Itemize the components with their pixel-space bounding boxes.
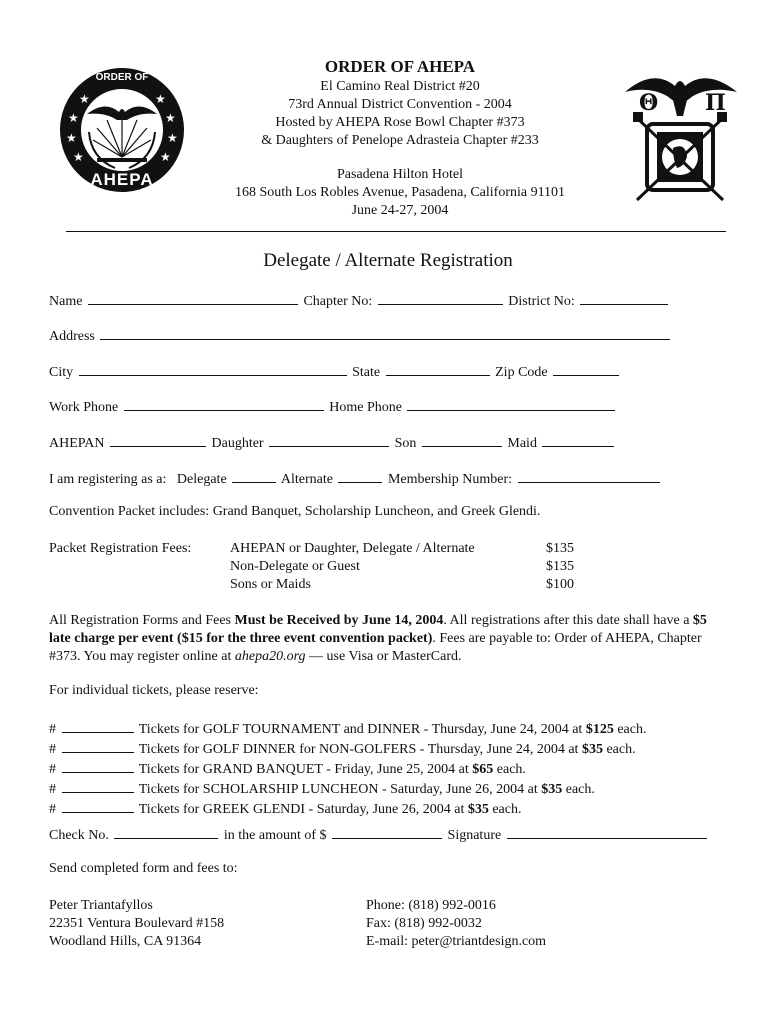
ticket-qty-field[interactable] bbox=[62, 739, 134, 753]
zip-label: Zip Code bbox=[495, 365, 548, 380]
form-title: Delegate / Alternate Registration bbox=[263, 250, 513, 271]
name-field[interactable] bbox=[88, 291, 298, 305]
fee-price: $135 bbox=[546, 541, 574, 556]
chapter-field[interactable] bbox=[378, 291, 503, 305]
contact-name: Peter Triantafyllos bbox=[49, 898, 153, 913]
fee-desc: Non-Delegate or Guest bbox=[230, 559, 360, 574]
alternate-label: Alternate bbox=[280, 472, 333, 487]
fee-desc: Sons or Maids bbox=[230, 577, 311, 592]
daughter-field[interactable] bbox=[269, 433, 389, 447]
check-no-field[interactable] bbox=[114, 825, 218, 839]
son-label: Son bbox=[394, 436, 417, 451]
svg-text:★: ★ bbox=[66, 131, 77, 145]
address-label: Address bbox=[49, 329, 95, 344]
row-member-type bbox=[49, 433, 616, 452]
son-field[interactable] bbox=[422, 433, 502, 447]
svg-text:★: ★ bbox=[68, 111, 79, 125]
daughters-line: & Daughters of Penelope Adrasteia Chapter #233 bbox=[261, 133, 539, 148]
ahepa-emblem-logo bbox=[615, 62, 745, 204]
notice-text: . Fees are payable to: Order of AHEPA, Chapter #373. You may register online at bbox=[49, 631, 702, 664]
amount-field[interactable] bbox=[332, 825, 442, 839]
row-check bbox=[49, 825, 709, 844]
svg-text:★: ★ bbox=[167, 131, 178, 145]
tickets-list bbox=[49, 719, 646, 819]
delegate-field[interactable] bbox=[232, 469, 276, 483]
contact-info bbox=[366, 897, 546, 951]
contact-phone: Phone: (818) 992-0016 bbox=[366, 898, 496, 913]
ticket-qty-field[interactable] bbox=[62, 759, 134, 773]
pi-letter: Π bbox=[705, 90, 726, 116]
delegate-label: Delegate bbox=[176, 472, 227, 487]
ticket-row: # Tickets for GREEK GLENDI - Saturday, June 26, 2004 at $35 each. bbox=[49, 799, 646, 819]
seal-bottom-text: AHEPA bbox=[90, 170, 154, 189]
svg-text:★: ★ bbox=[160, 150, 171, 164]
row-registering bbox=[49, 469, 662, 488]
membership-field[interactable] bbox=[518, 469, 660, 483]
city-label: City bbox=[49, 365, 74, 380]
name-label: Name bbox=[49, 294, 83, 309]
notice-text: All Registration Forms and Fees bbox=[49, 613, 235, 628]
home-phone-field[interactable] bbox=[407, 397, 615, 411]
row-city bbox=[49, 362, 621, 381]
district-line: El Camino Real District #20 bbox=[320, 79, 480, 94]
registering-label: I am registering as a: bbox=[49, 472, 167, 487]
state-field[interactable] bbox=[386, 362, 490, 376]
contact-street: 22351 Ventura Boulevard #158 bbox=[49, 916, 225, 931]
convention-dates: June 24-27, 2004 bbox=[351, 203, 449, 218]
home-phone-label: Home Phone bbox=[329, 400, 402, 415]
notice-text: . All registrations after this date shall have a bbox=[443, 613, 693, 628]
notice-text: — use Visa or MasterCard. bbox=[305, 649, 462, 664]
fees-prices bbox=[546, 540, 574, 594]
fee-price: $135 bbox=[546, 559, 574, 574]
city-field[interactable] bbox=[79, 362, 347, 376]
ticket-row: # Tickets for GOLF DINNER for NON-GOLFERS - Thursday, June 24, 2004 at $35 each. bbox=[49, 739, 646, 759]
amount-label: in the amount of $ bbox=[223, 828, 327, 843]
signature-field[interactable] bbox=[507, 825, 707, 839]
svg-text:★: ★ bbox=[155, 92, 166, 106]
website-link[interactable]: ahepa20.org bbox=[234, 649, 306, 664]
svg-text:★: ★ bbox=[73, 150, 84, 164]
signature-label: Signature bbox=[447, 828, 502, 843]
contact-fax: Fax: (818) 992-0032 bbox=[366, 916, 482, 931]
notice-deadline: Must be Received by June 14, 2004 bbox=[234, 613, 444, 628]
header-divider bbox=[66, 231, 726, 232]
ticket-row: # Tickets for GOLF TOURNAMENT and DINNER - Thursday, June 24, 2004 at $125 each. bbox=[49, 719, 646, 739]
chapter-label: Chapter No: bbox=[303, 294, 373, 309]
venue-address: 168 South Los Robles Avenue, Pasadena, California 91101 bbox=[234, 185, 566, 200]
alternate-field[interactable] bbox=[338, 469, 382, 483]
ahepa-seal-logo bbox=[57, 62, 187, 198]
venue: Pasadena Hilton Hotel bbox=[337, 167, 463, 182]
check-no-label: Check No. bbox=[49, 828, 109, 843]
svg-text:★: ★ bbox=[79, 92, 90, 106]
tickets-intro: For individual tickets, please reserve: bbox=[49, 683, 259, 698]
ticket-row: # Tickets for SCHOLARSHIP LUNCHEON - Saturday, June 26, 2004 at $35 each. bbox=[49, 779, 646, 799]
ahepan-label: AHEPAN bbox=[49, 436, 105, 451]
ticket-row: # Tickets for GRAND BANQUET - Friday, June 25, 2004 at $65 each. bbox=[49, 759, 646, 779]
maid-field[interactable] bbox=[542, 433, 614, 447]
zip-field[interactable] bbox=[553, 362, 619, 376]
fees-descriptions bbox=[230, 540, 475, 594]
fee-price: $100 bbox=[546, 577, 574, 592]
contact-email[interactable]: E-mail: peter@triantdesign.com bbox=[366, 934, 547, 949]
org-title: ORDER OF AHEPA bbox=[324, 57, 476, 76]
contact-city: Woodland Hills, CA 91364 bbox=[49, 934, 202, 949]
packet-includes: Convention Packet includes: Grand Banquet, Scholarship Luncheon, and Greek Glendi. bbox=[49, 504, 541, 519]
row-phones bbox=[49, 397, 617, 416]
ticket-qty-field[interactable] bbox=[62, 799, 134, 813]
ticket-qty-field[interactable] bbox=[62, 719, 134, 733]
send-to: Send completed form and fees to: bbox=[49, 861, 238, 876]
address-field[interactable] bbox=[100, 326, 670, 340]
mailing-address bbox=[49, 897, 224, 951]
row-address bbox=[49, 326, 672, 345]
state-label: State bbox=[352, 365, 381, 380]
ahepan-field[interactable] bbox=[110, 433, 206, 447]
daughter-label: Daughter bbox=[211, 436, 264, 451]
registration-notice bbox=[49, 612, 721, 666]
theta-letter: Θ bbox=[639, 90, 659, 116]
svg-text:★: ★ bbox=[165, 111, 176, 125]
row-name bbox=[49, 291, 670, 310]
fees-label: Packet Registration Fees: bbox=[49, 541, 192, 556]
header-block bbox=[185, 56, 615, 220]
notice-late-charge: $5 late charge per event ($15 for the three event convention packet) bbox=[49, 613, 707, 646]
seal-top-text: ORDER OF bbox=[95, 72, 149, 83]
work-phone-field[interactable] bbox=[124, 397, 324, 411]
district-field[interactable] bbox=[580, 291, 668, 305]
host-line: Hosted by AHEPA Rose Bowl Chapter #373 bbox=[275, 115, 525, 130]
fee-desc: AHEPAN or Daughter, Delegate / Alternate bbox=[230, 541, 475, 556]
work-phone-label: Work Phone bbox=[49, 400, 119, 415]
convention-line: 73rd Annual District Convention - 2004 bbox=[288, 97, 512, 112]
membership-label: Membership Number: bbox=[387, 472, 513, 487]
maid-label: Maid bbox=[507, 436, 537, 451]
ticket-qty-field[interactable] bbox=[62, 779, 134, 793]
district-label: District No: bbox=[508, 294, 575, 309]
